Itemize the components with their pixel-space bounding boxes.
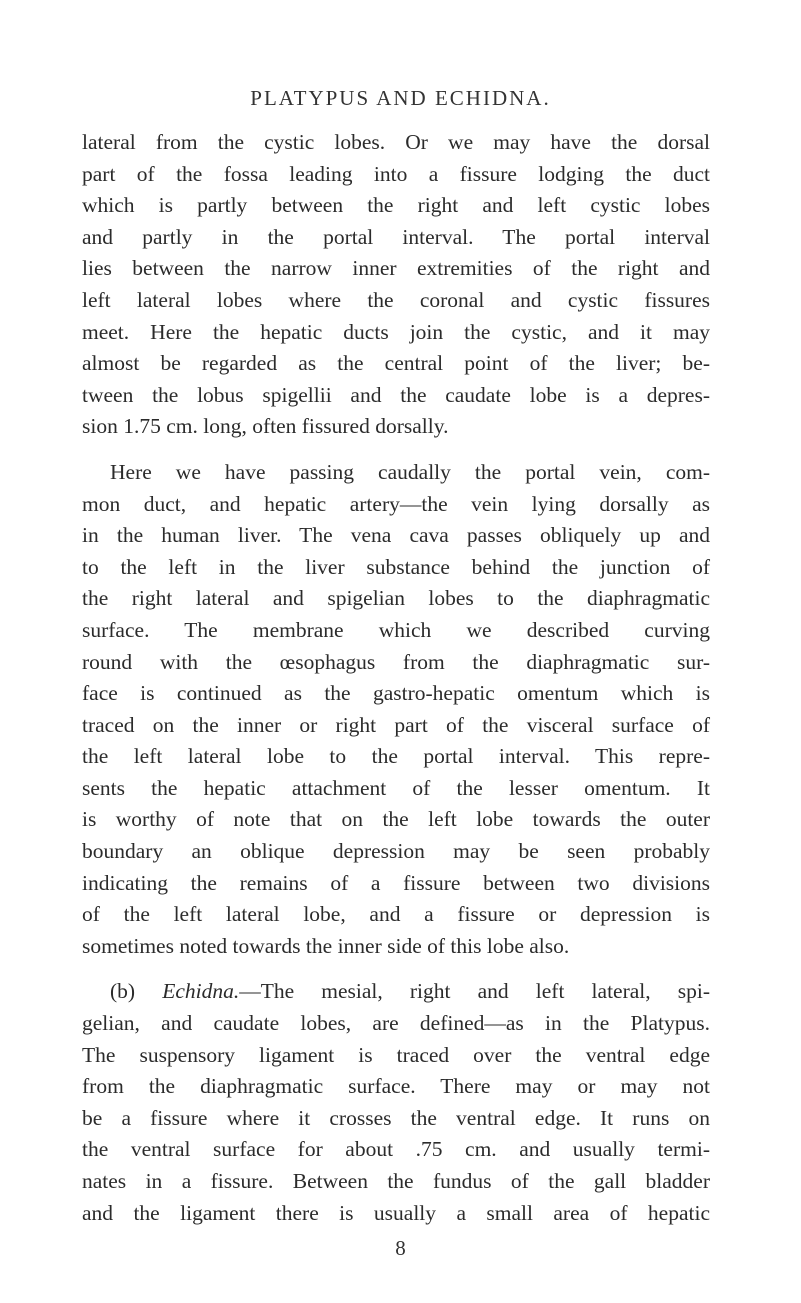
text-line: the ventral surface for about .75 cm. and usually termi- [82,1137,710,1162]
text-line: face is continued as the gastro-hepatic omentum which is [82,681,710,706]
text-line: from the diaphragmatic surface. There may or may not [82,1074,710,1099]
text-line: lies between the narrow inner extremities of the right and [82,256,710,281]
text-line: sion 1.75 cm. long, often fissured dorsally. [82,414,449,439]
page-number: 8 [395,1236,406,1260]
text-line: sometimes noted towards the inner side of this lobe also. [82,933,570,958]
text-line: Here we have passing caudally the portal vein, com- [110,459,710,484]
text-line: nates in a fissure. Between the fundus of the gall bladder [82,1169,710,1193]
text-line: sents the hepatic attachment of the lesser omentum. It [82,775,710,800]
section-heading-italic: Echidna. [162,979,240,1004]
text-line: The suspensory ligament is traced over the ventral edge [82,1042,710,1067]
paragraph-1 [82,127,710,443]
paragraph-2 [82,457,710,963]
section-label: (b) [110,979,136,1004]
text-line: meet. Here the hepatic ducts join the cystic, and it may [82,319,710,344]
text-line: be a fissure where it crosses the ventral edge. It runs on [82,1105,710,1130]
text-line: to the left in the liver substance behind the junction of [82,554,710,579]
text-line: of the left lateral lobe, and a fissure or depression is [82,902,710,927]
text-line [82,976,710,1008]
text-line: round with the œsophagus from the diaphragmatic sur- [82,649,710,674]
text-line: part of the fossa leading into a fissure lodging the duct [82,161,710,186]
text-line: in the human liver. The vena cava passes obliquely up and [82,523,710,548]
text-line: lateral from the cystic lobes. Or we may have the dorsal [82,130,710,154]
text-line-continuation: —The mesial, right and left lateral, spi- [239,979,710,1004]
text-line: left lateral lobes where the coronal and cystic fissures [82,287,710,312]
text-line: and the ligament there is usually a small area of hepatic [82,1200,710,1225]
text-line: is worthy of note that on the left lobe towards the outer [82,807,710,832]
text-line: which is partly between the right and left cystic lobes [82,193,710,218]
text-line: mon duct, and hepatic artery—the vein lying dorsally as [82,491,710,516]
running-head: PLATYPUS AND ECHIDNA. [250,86,551,110]
text-line: boundary an oblique depression may be seen probably [82,839,710,864]
text-line: the right lateral and spigelian lobes to the diaphragmatic [82,586,710,611]
text-line: and partly in the portal interval. The portal interval [82,224,710,249]
text-line: surface. The membrane which we described curving [82,617,710,642]
text-line: gelian, and caudate lobes, are defined—as in the Platypus. [82,1011,710,1036]
text-line: tween the lobus spigellii and the caudate lobe is a depres- [82,382,710,407]
text-line: almost be regarded as the central point of the liver; be- [82,351,710,376]
body-text [82,127,710,1229]
text-line: traced on the inner or right part of the visceral surface of [82,712,710,737]
text-line: the left lateral lobe to the portal interval. This repre- [82,744,710,769]
paragraph-3 [82,976,710,1229]
text-line: indicating the remains of a fissure between two divisions [82,870,710,895]
